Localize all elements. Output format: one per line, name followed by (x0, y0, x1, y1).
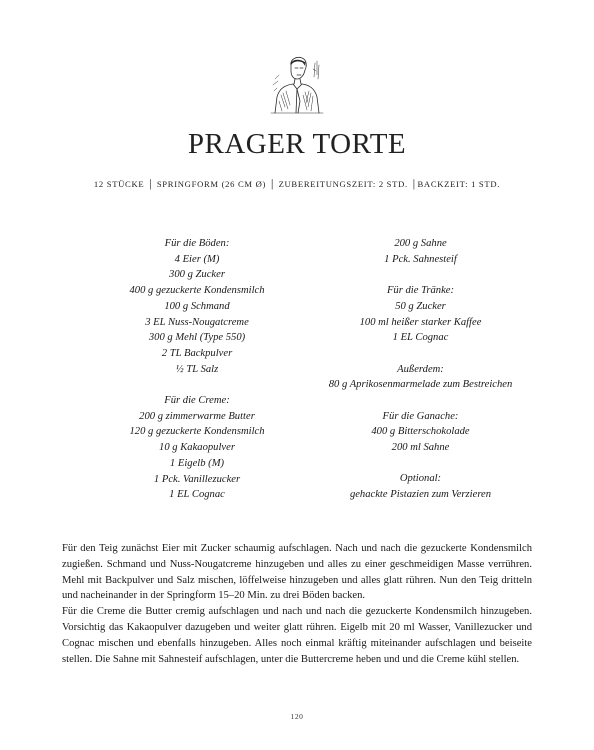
ingredient-item: 1 Eigelb (M) (169, 457, 225, 469)
ganache-heading: Für die Ganache: (382, 410, 459, 422)
boeden-heading: Für die Böden: (164, 238, 230, 249)
ingredient-item: 200 g Sahne (394, 238, 447, 249)
ingredient-item: 3 EL Nuss-Nougatcreme (145, 316, 249, 328)
ingredient-item: 400 g gezuckerte Kondensmilch (129, 285, 265, 297)
ingredients-left-column (77, 236, 317, 503)
ausserdem-heading: Außerdem: (397, 363, 444, 375)
creme-heading: Für die Creme: (164, 395, 230, 407)
ingredient-item: 400 g Bitterschokolade (371, 426, 470, 438)
ingredient-item: 120 g gezuckerte Kondensmilch (129, 426, 265, 438)
optional-heading: Optional: (399, 473, 442, 485)
ingredient-item: 200 g zimmerwarme Butter (139, 410, 255, 422)
ingredient-item: gehackte Pistazien zum Verzieren (349, 489, 492, 501)
portrait-illustration (267, 55, 327, 117)
ingredient-item: 1 Pck. Vanillezucker (153, 473, 241, 485)
page-number: 120 (290, 712, 304, 721)
ingredients-right-column (298, 236, 543, 503)
traenke-heading: Für die Tränke: (386, 285, 455, 297)
ingredient-item: 300 g Mehl (Type 550) (148, 332, 246, 344)
ingredient-item: 100 ml heißer starker Kaffee (359, 316, 482, 328)
ingredient-item: 200 ml Sahne (391, 442, 450, 454)
instruction-paragraph: Für die Creme die Butter cremig aufschlagen und nach und nach die gezuckerte Kondensmilch hinzugeben. Vorsichtig das Kakaopulver dazugeben und weiter glatt rühren. Eigelb mit 20 ml Wasser, Vanillezucker und Cognac mischen und ebenfalls hinzugeben. Alles noch einmal kräftig miteinander aufschlagen und beiseite stellen. Die Sahne mit Sahnesteif aufschlagen, unter die Buttercreme heben und und die Creme kühl stellen. (62, 606, 532, 665)
ingredient-item: 100 g Schmand (164, 300, 230, 312)
recipe-meta: 12 STÜCKE │ SPRINGFORM (26 CM Ø) │ ZUBEREITUNGSZEIT: 2 STD. │BACKZEIT: 1 STD. (93, 179, 501, 189)
ingredient-item: 300 g Zucker (169, 269, 225, 281)
ingredient-item: 1 EL Cognac (169, 489, 225, 501)
ingredient-item: 1 Pck. Sahnesteif (384, 253, 457, 265)
instructions (62, 541, 532, 667)
instruction-paragraph: Für den Teig zunächst Eier mit Zucker schaumig aufschlagen. Nach und nach die gezuckerte Kondensmilch zugießen. Schmand und Nuss-Nougatcreme hinzugeben und alles zu einer geschmeidigen Masse verrühren. Mehl mit Backpulver und Salz mischen, löffelweise hinzugeben und alles glatt rühren. Nun den Teig dritteln und nacheinander in der Springform 15–20 Min. zu drei Böden backen. (62, 543, 532, 602)
ingredient-item: 1 EL Cognac (392, 332, 449, 344)
ingredient-item: 80 g Aprikosenmarmelade zum Bestreichen (328, 379, 513, 391)
ingredient-item: 2 TL Backpulver (161, 347, 233, 359)
ingredient-item: 4 Eier (M) (174, 253, 220, 265)
recipe-title: PRAGER TORTE (187, 128, 407, 160)
ingredient-item: 10 g Kakaopulver (159, 442, 235, 454)
ingredient-item: 50 g Zucker (395, 300, 446, 312)
ingredient-item: ½ TL Salz (175, 363, 219, 375)
